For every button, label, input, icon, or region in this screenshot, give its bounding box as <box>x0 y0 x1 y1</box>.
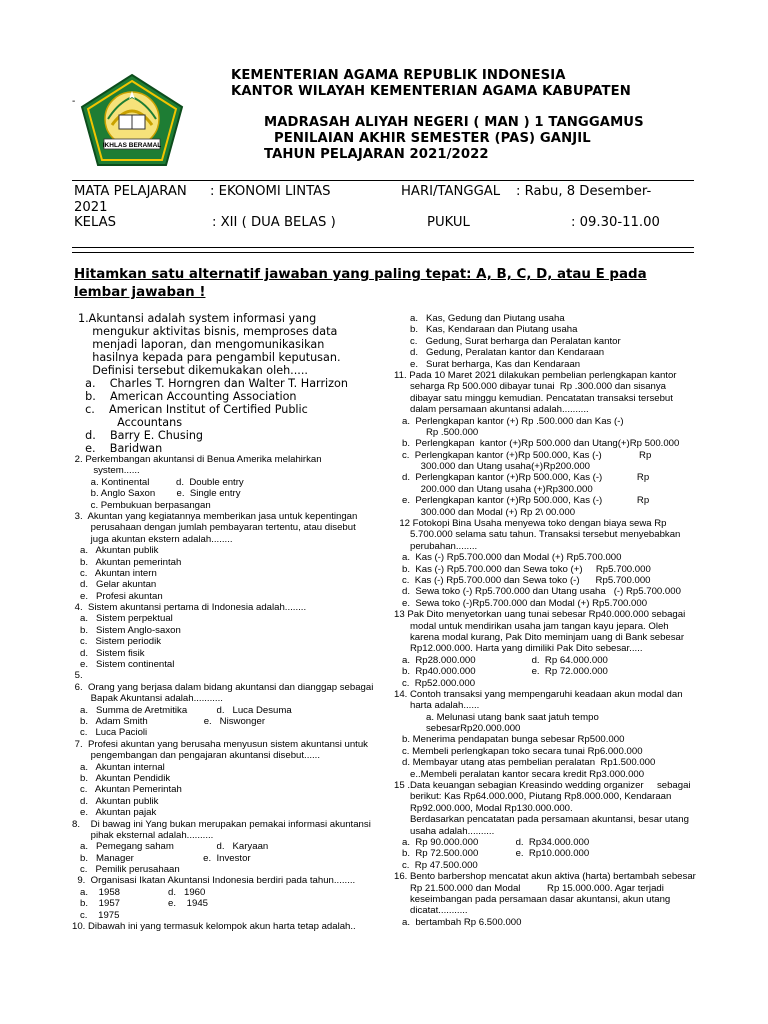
text-line: juga akuntan ekstern adalah........ <box>72 533 233 545</box>
text-line: a. Melunasi utang bank saat jatuh tempo <box>394 711 599 723</box>
text-line: a. 1958 d. 1960 <box>72 886 206 898</box>
text-line: e. Profesi akuntan <box>72 590 163 602</box>
text-line: Rp 21.500.000 dan Modal Rp 15.000.000. Agar terjadi <box>394 882 664 894</box>
text-line: c. Pembukuan berpasangan <box>72 499 211 511</box>
text-line: e..Membeli peralatan kantor secara kredit Rp3.000.000 <box>394 768 645 780</box>
text-line: 8. Di bawag ini Yang bukan merupakan pemakai informasi akuntansi <box>72 818 371 830</box>
header-ministry: KEMENTERIAN AGAMA REPUBLIK INDONESIA <box>231 68 566 83</box>
text-line: c. Gedung, Surat berharga dan Peralatan kantor <box>394 335 621 347</box>
text-line: c. Perlengkapan kantor (+)Rp 500.000, Kas (-) Rp <box>394 449 652 461</box>
class-label: KELAS <box>74 215 117 230</box>
header-dash: - <box>72 96 76 107</box>
text-line: 300.000 dan Modal (+) Rp 2\ 00.000 <box>394 506 576 518</box>
text-line: 300.000 dan Utang usaha(+)Rp200.000 <box>394 461 591 473</box>
text-line: modal untuk mendirikan usaha jam tangan kayu jepara. Oleh <box>394 620 669 632</box>
text-line: 5.700.000 selama satu tahun. Transaksi tersebut menyebabkan <box>394 529 681 541</box>
text-line: e. Sistem continental <box>72 659 175 671</box>
text-line: 200.000 dan Utang usaha (+)Rp300.000 <box>394 483 593 495</box>
text-line: 9. Organisasi Ikatan Akuntansi Indonesia berdiri pada tahun........ <box>72 875 356 887</box>
text-line: a. Rp28.000.000 d. Rp 64.000.000 <box>394 654 608 666</box>
text-line: usaha adalah.......... <box>394 825 495 837</box>
text-line: b. 1957 e. 1945 <box>72 898 208 910</box>
text-line: b. Adam Smith e. Niswonger <box>72 715 266 727</box>
header-year: TAHUN PELAJARAN 2021/2022 <box>264 147 489 162</box>
text-line: Rp .500.000 <box>394 426 479 438</box>
text-line: b. Sistem Anglo-saxon <box>72 624 181 636</box>
text-line: e. Akuntan pajak <box>72 807 157 819</box>
questions-right-column <box>394 313 724 928</box>
logo-motto: IKHLAS BERAMAL <box>102 142 162 149</box>
text-line: a. Kas, Gedung dan Piutang usaha <box>394 313 565 324</box>
text-line: b. Akuntan Pendidik <box>72 772 171 784</box>
text-line: Definisi tersebut dikemukakan oleh..... <box>78 364 308 377</box>
text-line: 4. Sistem akuntansi pertama di Indonesia adalah........ <box>72 602 307 614</box>
text-line: 5. <box>72 670 83 682</box>
text-line: d. Barry E. Chusing <box>78 429 204 442</box>
text-line: a. Rp 90.000.000 d. Rp34.000.000 <box>394 836 590 848</box>
text-line: b. Manager e. Investor <box>72 852 251 864</box>
text-line: harta adalah...... <box>394 700 480 712</box>
text-line: dicatat........... <box>394 905 468 917</box>
text-line: c. Pemilik perusahaan <box>72 864 180 876</box>
text-line: c. Luca Pacioli <box>72 727 148 739</box>
class-value: : XII ( DUA BELAS ) <box>212 215 336 230</box>
text-line: b. American Accounting Association <box>78 390 297 403</box>
header-rule <box>72 180 694 181</box>
text-line: pihak eksternal adalah.......... <box>72 829 214 841</box>
text-line: c. Membeli perlengkapan toko secara tunai Rp6.000.000 <box>394 745 643 757</box>
text-line: dalam persamaan akuntansi adalah.......... <box>394 404 589 416</box>
text-line: hasilnya kepada para pengambil keputusan. <box>78 351 341 364</box>
info-rule-bottom <box>72 252 694 253</box>
text-line: 14. Contoh transaksi yang mempengaruhi keadaan akun modal dan <box>394 688 683 700</box>
text-line: d. Sewa toko (-) Rp5.700.000 dan Utang usaha (-) Rp5.700.000 <box>394 586 681 598</box>
time-value: : 09.30-11.00 <box>571 215 660 230</box>
text-line: berikut: Kas Rp64.000.000, Piutang Rp8.000.000, Kendaraan <box>394 791 672 803</box>
text-line: e. Perlengkapan kantor (+)Rp 500.000, Kas (-) Rp <box>394 495 650 507</box>
time-label: PUKUL <box>427 215 470 230</box>
questions-left-column <box>72 454 392 932</box>
text-line: d. Gedung, Peralatan kantor dan Kendaraan <box>394 347 605 359</box>
text-line: a. Summa de Aretmitika d. Luca Desuma <box>72 704 292 716</box>
text-line: b. Kas (-) Rp5.700.000 dan Sewa toko (+) Rp5.700.000 <box>394 563 651 575</box>
text-line: 3. Akuntan yang kegiatannya memberikan jasa untuk kepentingan <box>72 510 358 522</box>
text-line: perusahaan dengan jumlah pembayaran tertentu, atau disebut <box>72 522 356 534</box>
text-line: c. Rp52.000.000 <box>394 677 476 689</box>
text-line: karena modal kurang, Pak Dito meminjam uang di Bank sebesar <box>394 631 685 643</box>
text-line: e. Sewa toko (-)Rp5.700.000 dan Modal (+) Rp5.700.000 <box>394 597 648 609</box>
date-year-wrap: 2021 <box>74 200 108 215</box>
date-value: : Rabu, 8 Desember- <box>516 184 652 199</box>
info-rule-top <box>72 247 694 248</box>
instruction: Hitamkan satu alternatif jawaban yang paling tepat: A, B, C, D, atau E pada lembar jawaban ! <box>74 267 647 300</box>
text-line: keseimbangan pada persamaan dasar akuntansi, akun utang <box>394 893 671 905</box>
text-line: c. 1975 <box>72 909 120 921</box>
text-line: 15 .Data keuangan sebagian Kreasindo wedding organizer sebagai <box>394 780 691 792</box>
text-line: a. Pemegang saham d. Karyaan <box>72 841 269 853</box>
text-line: c. Kas (-) Rp5.700.000 dan Sewa toko (-) Rp5.700.000 <box>394 574 651 586</box>
text-line: Rp92.000.000, Modal Rp130.000.000. <box>394 802 573 814</box>
date-label: HARI/TANGGAL <box>401 184 501 199</box>
text-line: c. Akuntan intern <box>72 567 157 579</box>
text-line: c. American Institut of Certified Public <box>78 403 308 416</box>
text-line: Bapak Akuntansi adalah........... <box>72 693 223 705</box>
text-line: system...... <box>72 465 140 477</box>
text-line: e. Baridwan <box>78 442 163 455</box>
text-line: a. Charles T. Horngren dan Walter T. Harrizon <box>78 377 348 390</box>
text-line: Accountans <box>78 416 183 429</box>
header-regional-office: KANTOR WILAYAH KEMENTERIAN AGAMA KABUPATEN <box>231 84 631 99</box>
text-line: mengukur aktivitas bisnis, memproses data <box>78 325 338 338</box>
text-line: a. Sistem perpektual <box>72 613 173 625</box>
text-line: c. Sistem periodik <box>72 636 162 648</box>
text-line: 11. Pada 10 Maret 2021 dilakukan pembelian perlengkapan kantor <box>394 369 677 381</box>
text-line: 10. Dibawah ini yang termasuk kelompok akun harta tetap adalah.. <box>72 921 356 933</box>
text-line: 13 Pak Dito menyetorkan uang tunai sebesar Rp40.000.000 sebagai <box>394 609 686 621</box>
text-line: d. Membayar utang atas pembelian peralatan Rp1.500.000 <box>394 757 656 769</box>
text-line: Berdasarkan pencatatan pada persamaan akuntansi, besar utang <box>394 814 689 826</box>
subject-label: MATA PELAJARAN <box>74 184 187 199</box>
text-line: d. Perlengkapan kantor (+)Rp 500.000, Kas (-) Rp <box>394 472 650 484</box>
text-line: 7. Profesi akuntan yang berusaha menyusun sistem akuntansi untuk <box>72 738 368 750</box>
question-1 <box>78 312 388 455</box>
text-line: a. Kas (-) Rp5.700.000 dan Modal (+) Rp5.700.000 <box>394 552 622 564</box>
text-line: b. Rp40.000.000 e. Rp 72.000.000 <box>394 666 608 678</box>
header-exam: PENILAIAN AKHIR SEMESTER (PAS) GANJIL <box>274 131 591 146</box>
text-line: 12 Fotokopi Bina Usaha menyewa toko dengan biaya sewa Rp <box>394 518 667 530</box>
text-line: a. Kontinental d. Double entry <box>72 476 244 488</box>
text-line: 1.Akuntansi adalah system informasi yang <box>78 312 317 325</box>
subject-value: : EKONOMI LINTAS <box>210 184 331 199</box>
text-line: b. Rp 72.500.000 e. Rp10.000.000 <box>394 848 590 860</box>
text-line: c. Rp 47.500.000 <box>394 859 478 871</box>
text-line: a. bertambah Rp 6.500.000 <box>394 916 522 928</box>
text-line: b. Anglo Saxon e. Single entry <box>72 488 241 500</box>
text-line: b. Perlengkapan kantor (+)Rp 500.000 dan Utang(+)Rp 500.000 <box>394 438 680 450</box>
text-line: menjadi laporan, dan mengomunikasikan <box>78 338 325 351</box>
text-line: 2. Perkembangan akuntansi di Benua Amerika melahirkan <box>72 454 322 465</box>
text-line: 6. Orang yang berjasa dalam bidang akuntansi dan dianggap sebagai <box>72 681 374 693</box>
text-line: Rp12.000.000. Harta yang dimiliki Pak Dito sebesar..... <box>394 643 643 655</box>
kemenag-logo-icon <box>78 73 186 167</box>
text-line: 16. Bento barbershop mencatat akun aktiva (harta) bertambah sebesar <box>394 871 696 883</box>
text-line: d. Akuntan publik <box>72 795 159 807</box>
text-line: b. Menerima pendapatan bunga sebesar Rp500.000 <box>394 734 625 746</box>
text-line: a. Perlengkapan kantor (+) Rp .500.000 dan Kas (-) <box>394 415 624 427</box>
text-line: b. Akuntan pemerintah <box>72 556 182 568</box>
text-line: seharga Rp 500.000 dibayar tunai Rp .300.000 dan sisanya <box>394 381 667 393</box>
text-line: perubahan........ <box>394 540 478 552</box>
text-line: c. Akuntan Pemerintah <box>72 784 182 796</box>
text-line: b. Kas, Kendaraan dan Piutang usaha <box>394 324 578 336</box>
text-line: pengembangan dan pengajaran akuntansi disebut...... <box>72 750 321 762</box>
text-line: e. Surat berharga, Kas dan Kendaraan <box>394 358 581 370</box>
text-line: d. Gelar akuntan <box>72 579 157 591</box>
text-line: a. Akuntan publik <box>72 545 159 557</box>
text-line: a. Akuntan internal <box>72 761 165 773</box>
text-line: d. Sistem fisik <box>72 647 145 659</box>
text-line: sebesarRp20.000.000 <box>394 723 521 735</box>
header-school: MADRASAH ALIYAH NEGERI ( MAN ) 1 TANGGAMUS <box>264 115 644 130</box>
text-line: dibayar satu minggu kemudian. Pencatatan transaksi tersebut <box>394 392 673 404</box>
